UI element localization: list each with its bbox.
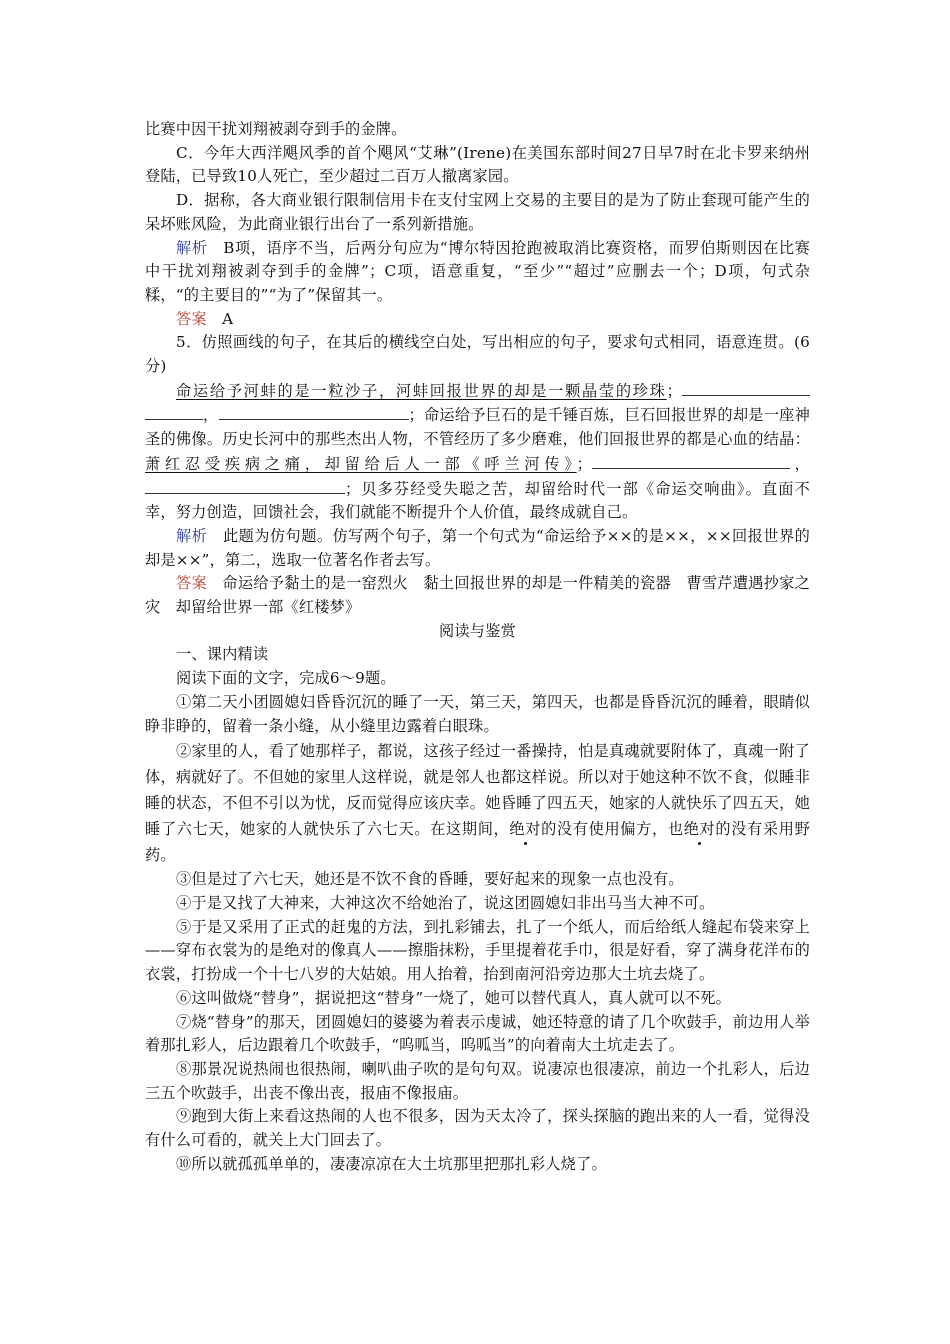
punct: ；	[666, 381, 682, 400]
emphasized-word: 绝对	[683, 820, 716, 839]
analysis-paragraph	[145, 525, 810, 572]
passage-end: ；贝多芬经受失聪之苦，却留给时代一部《命运交响曲》。直面不幸，努力创造，回馈社会，我们就能不断提升个人价值，最终成就自己。	[145, 479, 810, 522]
analysis-label: 解析	[176, 526, 208, 545]
punct: ，	[790, 454, 810, 473]
reading-paragraph-2	[145, 738, 810, 868]
instruction: 阅读下面的文字，完成6～9题。	[176, 669, 396, 688]
answer-text: 命运给予黏土的是一窑烈火 黏土回报世界的却是一件精美的瓷器 曹雪芹遭遇抄家之灾 却留给世界一部《红楼梦》	[145, 574, 810, 617]
answer-paragraph	[145, 308, 810, 332]
punct: ；	[576, 454, 593, 473]
reading-paragraph-8: ⑧那景况说热闹也很热闹，喇叭曲子吹的是句句双。说凄凉也很凄凉，前边一个扎彩人，后边三五个吹鼓手，出丧不像出丧，报庙不像报庙。	[145, 1059, 810, 1102]
question-5: 5．仿照画线的句子，在其后的横线空白处，写出相应的句子，要求句式相同，语意连贯。(6分)	[145, 333, 810, 376]
reading-paragraph-7: ⑦烧“替身”的那天，团圆媳妇的婆婆为着表示虔诚，她还特意的请了几个吹鼓手，前边用人举着那扎彩人，后边跟着几个吹鼓手，“呜呱当，呜呱当”的向着南大土坑走去了。	[145, 1012, 810, 1055]
option-c: C．今年大西洋飓风季的首个飓风“艾琳”(Irene)在美国东部时间27日早7时在北卡罗来纳州登陆，已导致10人死亡，至少超过二百万人撤离家园。	[145, 143, 810, 186]
answer-blank[interactable]	[145, 403, 203, 420]
answer-paragraph	[145, 572, 810, 619]
document-page	[145, 118, 810, 1176]
underlined-sentence-2: 萧红忍受疾病之痛，却留给后人一部《呼兰河传》	[145, 454, 577, 473]
answer-blank[interactable]	[682, 379, 810, 396]
reading-paragraph-1: ①第二天小团圆媳妇昏昏沉沉的睡了一天，第三天，第四天，也都是昏昏沉沉的睡着，眼睛似睁非睁的，留着一条小缝，从小缝里边露着白眼珠。	[145, 692, 810, 735]
reading-paragraph-10: ⑩所以就孤孤单单的，凄凄凉凉在大土坑那里把那扎彩人烧了。	[176, 1154, 607, 1173]
reading-paragraph-4: ④于是又找了大神来，大神这次不给她治了，说这团圆媳妇非出马当大神不可。	[176, 893, 715, 912]
answer-blank[interactable]	[219, 403, 409, 420]
emphasized-word: 绝对	[509, 820, 542, 839]
passage-middle: ；命运给予巨石的是千锤百炼，巨石回报世界的却是一座神圣的佛像。历史长河中的那些杰出人物，不管经历了多少磨难，他们回报世界的都是心血的结晶：	[145, 406, 811, 449]
paragraph-text: 的没有使用偏方，也	[541, 820, 684, 839]
question-5-passage	[145, 379, 810, 525]
underlined-sentence-1: 命运给予河蚌的是一粒沙子，河蚌回报世界的却是一颗晶莹的珍珠	[176, 381, 667, 400]
paragraph-text: ②家里的人，看了她那样子，都说，这孩子经过一番操持，怕是真魂就要附体了，真魂一附了体，病就好了。不但她的家里人这样说，就是邻人也都这样说。所以对于她这种不饮不食，似睡非睡的状态，不但不引以为忧，反而觉得应该庆幸。她昏睡了四五天，她家的人就快乐了四五天，她睡了六七天，她家的人就快乐了六七天。在这期间，	[145, 742, 810, 839]
answer-blank[interactable]	[592, 452, 732, 469]
punct: ，	[203, 406, 219, 425]
answer-label: 答案	[176, 309, 207, 328]
answer-blank[interactable]	[732, 452, 790, 469]
reading-paragraph-6: ⑥这叫做烧“替身”，据说把这“替身”一烧了，她可以替代真人，真人就可以不死。	[176, 988, 732, 1007]
section-heading: 阅读与鉴赏	[439, 621, 516, 640]
text-line: 比赛中因干扰刘翔被剥夺到手的金牌。	[145, 120, 407, 138]
reading-paragraph-9: ⑨跑到大街上来看这热闹的人也不很多，因为天太冷了，探头探脑的跑出来的人一看，觉得没有什么可看的，就关上大门回去了。	[145, 1107, 810, 1150]
reading-paragraph-5: ⑤于是又采用了正式的赶鬼的方法，到扎彩铺去，扎了一个纸人，而后给纸人缝起布袋来穿上——穿布衣裳为的是绝对的像真人——擦脂抹粉，手里提着花手巾，很是好看，穿了满身花洋布的衣裳，打扮成一个十七八岁的大姑娘。用人抬着，抬到南河沿旁边那大土坑去烧了。	[145, 917, 810, 984]
answer-label: 答案	[176, 574, 207, 593]
analysis-text: B项，语序不当，后两分句应为“博尔特因抢跑被取消比赛资格，而罗伯斯则因在比赛中干扰刘翔被剥夺到手的金牌”；C项，语意重复，“至少”“超过”应删去一个；D项，句式杂糅，“的主要目的”“为了”保留其一。	[145, 238, 811, 304]
subsection-heading: 一、课内精读	[176, 645, 269, 664]
answer-text: A	[222, 309, 234, 328]
paragraph-text: 的没有采用野药。	[145, 820, 810, 865]
option-d: D．据称，各大商业银行限制信用卡在支付宝网上交易的主要目的是为了防止套现可能产生的呆坏账风险，为此商业银行出台了一系列新措施。	[145, 191, 810, 233]
analysis-text: 此题为仿句题。仿写两个句子，第一个句式为“命运给予××的是××，××回报世界的却是××”，第二，选取一位著名作者去写。	[145, 526, 810, 569]
analysis-paragraph	[145, 237, 810, 308]
answer-blank[interactable]	[145, 477, 345, 494]
analysis-label: 解析	[176, 238, 208, 257]
reading-paragraph-3: ③但是过了六七天，她还是不饮不食的昏睡，要好起来的现象一点也没有。	[176, 870, 684, 889]
